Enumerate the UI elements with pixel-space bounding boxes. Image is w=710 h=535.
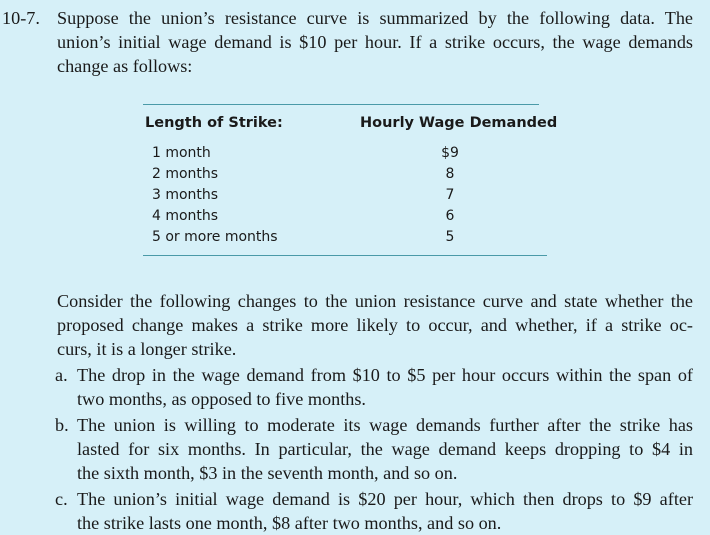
- item-line: The drop in the wage demand from $10 to $5 per hour occurs within the span of: [77, 365, 693, 385]
- item-line: The union’s initial wage demand is $20 per hour, which then drops to $9 after: [77, 489, 693, 509]
- table-row: [143, 144, 547, 165]
- header-length-of-strike: Length of Strike:: [145, 115, 283, 131]
- table-body: [143, 144, 547, 249]
- length-cell: 2 months: [152, 166, 219, 182]
- item-line: the sixth month, $3 in the seventh month, and so on.: [77, 463, 458, 483]
- problem-number: 10-7.: [2, 8, 40, 28]
- length-cell: 5 or more months: [152, 229, 278, 245]
- header-hourly-wage: Hourly Wage Demanded: [360, 115, 558, 131]
- item-line: two months, as opposed to five months.: [77, 389, 366, 409]
- consider-paragraph: [57, 289, 693, 361]
- length-cell: 1 month: [152, 145, 211, 161]
- wage-cell: 5: [445, 229, 455, 245]
- wage-cell: 6: [445, 208, 455, 224]
- consider-line: curs, it is a longer strike.: [57, 339, 237, 359]
- question-item-c: [55, 487, 693, 535]
- wage-cell: 8: [445, 166, 455, 182]
- question-item-a: [55, 363, 693, 411]
- length-cell: 3 months: [152, 187, 219, 203]
- item-label: a.: [55, 365, 68, 385]
- intro-line: Suppose the union’s resistance curve is summarized by the following data. The: [57, 8, 693, 28]
- table-row: [143, 186, 547, 207]
- item-label: c.: [55, 489, 68, 509]
- wage-table: [143, 104, 558, 245]
- table-row: [143, 228, 547, 249]
- table-bottom-rule: [143, 255, 547, 256]
- item-line: lasted for six months. In particular, the wage demand keeps dropping to $4 in: [77, 439, 693, 459]
- consider-line: Consider the following changes to the union resistance curve and state whether the: [57, 291, 693, 311]
- item-line: The union is willing to moderate its wage demands further after the strike has: [77, 415, 693, 435]
- item-label: b.: [55, 415, 69, 435]
- wage-cell: 7: [445, 187, 455, 203]
- problem-intro: [57, 6, 693, 78]
- length-cell: 4 months: [152, 208, 219, 224]
- item-line: the strike lasts one month, $8 after two months, and so on.: [77, 513, 502, 533]
- table-row: [143, 207, 547, 228]
- wage-cell: $9: [441, 145, 459, 161]
- consider-line: proposed change makes a strike more likely to occur, and whether, if a strike oc-: [57, 315, 693, 335]
- intro-line: union’s initial wage demand is $10 per hour. If a strike occurs, the wage demands: [57, 32, 693, 52]
- question-item-b: [55, 413, 693, 485]
- table-row: [143, 165, 547, 186]
- table-top-rule: [143, 104, 539, 105]
- intro-line: change as follows:: [57, 56, 193, 76]
